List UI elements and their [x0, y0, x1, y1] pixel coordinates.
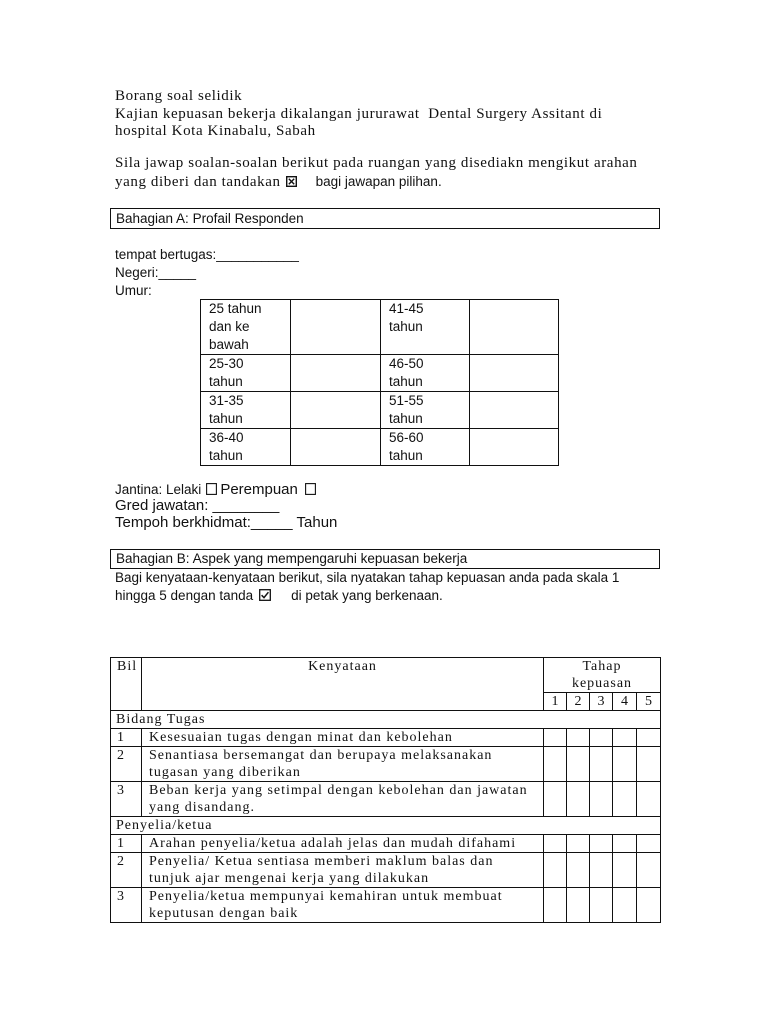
rating-cell-4[interactable]: [613, 835, 637, 853]
rating-cell-2[interactable]: [567, 853, 590, 888]
rating-cell-1[interactable]: [544, 888, 567, 923]
rating-cell-4[interactable]: [613, 729, 637, 747]
age-range-text: 41-45 tahun: [389, 301, 424, 334]
workplace-field[interactable]: tempat bertugas:___________: [115, 247, 299, 262]
header-tahap-text: Tahap: [582, 659, 622, 674]
study-title-line-2: hospital Kota Kinabalu, Sabah: [115, 123, 316, 139]
age-range-text: 46-50 tahun: [389, 356, 424, 389]
checkbox-tick-icon: [259, 589, 271, 601]
rating-cell-4[interactable]: [613, 853, 637, 888]
statement-line: Penyelia/ketua mempunyai kemahiran untuk membuat: [149, 889, 503, 904]
statement-line: keputusan dengan baik: [149, 906, 299, 921]
group-heading: Penyelia/ketua: [111, 817, 661, 835]
header-bil: Bil: [111, 658, 142, 711]
rating-cell-5[interactable]: [637, 835, 661, 853]
instruction-text-end: bagi jawapan pilihan.: [315, 174, 442, 189]
section-a-heading: [110, 208, 660, 229]
statement-line: Kesesuaian tugas dengan minat dan kebolehan: [149, 730, 453, 745]
rating-cell-2[interactable]: [567, 835, 590, 853]
age-option-cell: [381, 392, 470, 429]
age-option-cell: [381, 355, 470, 392]
age-answer-cell[interactable]: [291, 392, 381, 429]
instruction-text-start: yang diberi dan tandakan: [115, 174, 281, 190]
tenure-field[interactable]: Tempoh berkhidmat:_____ Tahun: [115, 514, 338, 531]
section-b-instruction-line-1: Bagi kenyataan-kenyataan berikut, sila nyatakan tahap kepuasan anda pada skala 1: [115, 570, 620, 585]
age-range-text: 31-35 tahun: [209, 393, 244, 426]
statement-line: Beban kerja yang setimpal dengan kebolehan dan jawatan: [149, 783, 528, 798]
age-range-text: 25-30 tahun: [209, 356, 244, 389]
rating-cell-1[interactable]: [544, 729, 567, 747]
age-table-row: [201, 300, 559, 355]
rating-cell-5[interactable]: [637, 853, 661, 888]
item-number: 2: [111, 747, 142, 782]
instruction-line-1: Sila jawap soalan-soalan berikut pada ruangan yang disediakn mengikut arahan: [115, 155, 638, 171]
checkbox-cross-icon: [286, 176, 297, 187]
rating-cell-5[interactable]: [637, 888, 661, 923]
rating-cell-3[interactable]: [590, 853, 613, 888]
gender-label: Jantina: Lelaki: [115, 482, 202, 497]
age-option-cell: [201, 355, 291, 392]
study-title-line-1: Kajian kepuasan bekerja dikalangan jururawat Dental Surgery Assitant di: [115, 106, 603, 122]
group-row: [111, 817, 661, 835]
item-statement: [142, 835, 544, 853]
table-row: [111, 729, 661, 747]
age-range-text: 36-40 tahun: [209, 430, 244, 463]
rating-cell-4[interactable]: [613, 888, 637, 923]
statement-line: yang disandang.: [149, 800, 255, 815]
table-row: [111, 888, 661, 923]
age-range-text: 51-55 tahun: [389, 393, 424, 426]
section-b-heading: [110, 549, 660, 569]
rating-cell-2[interactable]: [567, 782, 590, 817]
rating-cell-1[interactable]: [544, 835, 567, 853]
scale-2: 2: [567, 693, 590, 711]
statement-line: Arahan penyelia/ketua adalah jelas dan mudah difahami: [149, 836, 517, 851]
group-heading: Bidang Tugas: [111, 711, 661, 729]
age-answer-cell[interactable]: [470, 429, 559, 466]
scale-5: 5: [637, 693, 661, 711]
table-row: [111, 782, 661, 817]
section-a-heading-text: Bahagian A: Profail Responden: [116, 211, 304, 226]
age-table-row: [201, 429, 559, 466]
header-kepuasan-text: kepuasan: [571, 676, 633, 691]
rating-cell-5[interactable]: [637, 782, 661, 817]
rating-cell-2[interactable]: [567, 729, 590, 747]
rating-cell-1[interactable]: [544, 747, 567, 782]
rating-cell-1[interactable]: [544, 782, 567, 817]
group-row: [111, 711, 661, 729]
table-row: [111, 747, 661, 782]
grade-field[interactable]: Gred jawatan: ________: [115, 497, 280, 514]
header-tahap-kepuasan: [544, 658, 661, 693]
rating-cell-2[interactable]: [567, 747, 590, 782]
instruction-line-2: [115, 173, 442, 191]
age-option-cell: [201, 300, 291, 355]
table-row: [111, 835, 661, 853]
age-answer-cell[interactable]: [470, 355, 559, 392]
age-answer-cell[interactable]: [470, 392, 559, 429]
rating-cell-5[interactable]: [637, 747, 661, 782]
age-range-text: 56-60 tahun: [389, 430, 424, 463]
satisfaction-table: [110, 657, 661, 923]
item-number: 1: [111, 729, 142, 747]
section-b-instruction-start: hingga 5 dengan tanda: [115, 588, 254, 603]
rating-cell-4[interactable]: [613, 782, 637, 817]
age-table: [200, 299, 559, 466]
age-option-cell: [201, 429, 291, 466]
age-answer-cell[interactable]: [291, 300, 381, 355]
rating-cell-3[interactable]: [590, 888, 613, 923]
state-field[interactable]: Negeri:_____: [115, 265, 197, 280]
statement-line: tunjuk ajar mengenai kerja yang dilakukan: [149, 871, 430, 886]
age-label: Umur:: [115, 283, 152, 298]
rating-cell-4[interactable]: [613, 747, 637, 782]
rating-cell-3[interactable]: [590, 747, 613, 782]
section-b-heading-text: Bahagian B: Aspek yang mempengaruhi kepuasan bekerja: [116, 551, 468, 566]
item-statement: [142, 747, 544, 782]
scale-4: 4: [613, 693, 637, 711]
item-statement: [142, 853, 544, 888]
item-statement: [142, 729, 544, 747]
age-answer-cell[interactable]: [291, 355, 381, 392]
age-table-row: [201, 355, 559, 392]
item-statement: [142, 782, 544, 817]
table-header-row: [111, 658, 661, 693]
scale-3: 3: [590, 693, 613, 711]
rating-cell-3[interactable]: [590, 835, 613, 853]
statement-line: Senantiasa bersemangat dan berupaya melaksanakan: [149, 748, 493, 763]
age-option-cell: [381, 300, 470, 355]
age-option-cell: [381, 429, 470, 466]
female-checkbox[interactable]: [305, 483, 316, 495]
age-answer-cell[interactable]: [470, 300, 559, 355]
statement-line: Penyelia/ Ketua sentiasa memberi maklum balas dan: [149, 854, 494, 869]
section-b-instruction-end: di petak yang berkenaan.: [291, 588, 443, 603]
item-number: 3: [111, 888, 142, 923]
item-statement: [142, 888, 544, 923]
age-table-row: [201, 392, 559, 429]
item-number: 1: [111, 835, 142, 853]
rating-cell-2[interactable]: [567, 888, 590, 923]
rating-cell-1[interactable]: [544, 853, 567, 888]
male-checkbox[interactable]: [206, 483, 217, 495]
rating-cell-5[interactable]: [637, 729, 661, 747]
header-kenyataan: Kenyataan: [142, 658, 544, 711]
rating-cell-3[interactable]: [590, 782, 613, 817]
age-range-text: 25 tahun dan ke bawah: [209, 301, 262, 352]
statement-line: tugasan yang diberikan: [149, 765, 301, 780]
scale-1: 1: [544, 693, 567, 711]
section-b-instruction-line-2: [115, 587, 443, 605]
age-answer-cell[interactable]: [291, 429, 381, 466]
form-title: Borang soal selidik: [115, 88, 243, 104]
age-option-cell: [201, 392, 291, 429]
item-number: 2: [111, 853, 142, 888]
item-number: 3: [111, 782, 142, 817]
female-option-label: Perempuan: [220, 481, 298, 498]
rating-cell-3[interactable]: [590, 729, 613, 747]
table-row: [111, 853, 661, 888]
